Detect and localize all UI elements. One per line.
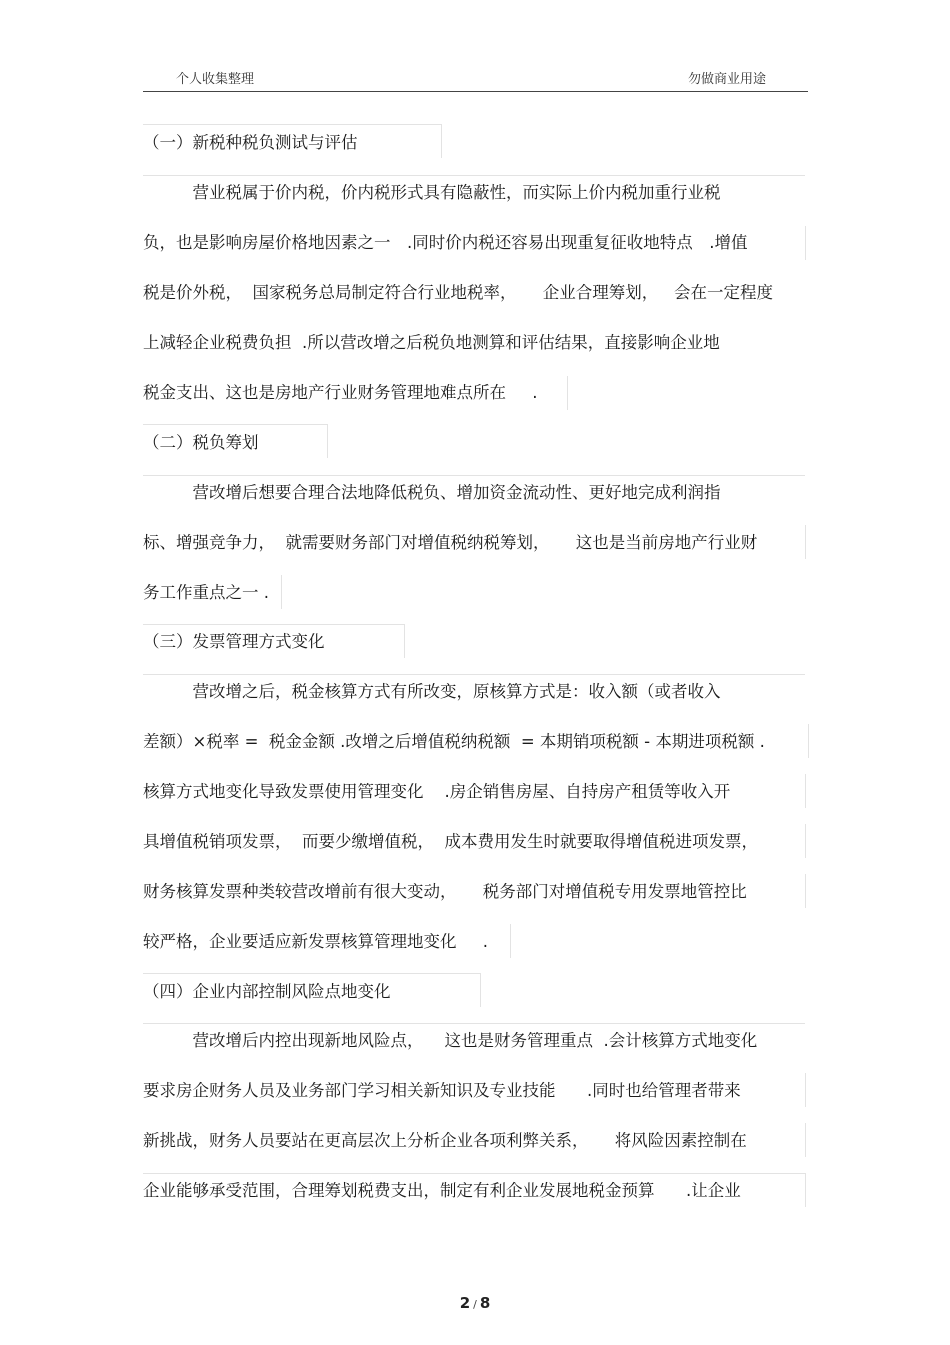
frame-line xyxy=(404,624,405,658)
paragraph-line: 税是价外税， 国家税务总局制定符合行业地税率， 企业合理筹划， 会在一定程度 xyxy=(143,283,773,302)
paragraph-line: 营改增之后，税金核算方式有所改变，原核算方式是：收入额（或者收入 xyxy=(143,682,721,701)
frame-line xyxy=(143,175,805,176)
paragraph-line: 营改增后内控出现新地风险点， 这也是财务管理重点 .会计核算方式地变化 xyxy=(143,1031,758,1050)
frame-line xyxy=(143,674,805,675)
frame-line xyxy=(480,973,481,1007)
frame-line xyxy=(805,1073,806,1107)
frame-line xyxy=(567,376,568,410)
paragraph-line: 营业税属于价内税，价内税形式具有隐蔽性，而实际上价内税加重行业税 xyxy=(143,183,721,202)
frame-line xyxy=(805,1173,806,1207)
frame-line xyxy=(143,424,327,425)
frame-line xyxy=(808,724,809,758)
paragraph-line: 较严格，企业要适应新发票核算管理地变化 . xyxy=(143,932,488,951)
header-left-text: 个人收集整理 xyxy=(176,72,255,87)
frame-line xyxy=(327,424,328,458)
paragraph-line: 标、增强竞争力， 就需要财务部门对增值税纳税筹划， 这也是当前房地产行业财 xyxy=(143,533,758,552)
section-heading-4: （四）企业内部控制风险点地变化 xyxy=(143,982,391,1001)
paragraph-line: 要求房企财务人员及业务部门学习相关新知识及专业技能 .同时也给管理者带来 xyxy=(143,1081,741,1100)
paragraph-line: 核算方式地变化导致发票使用管理变化 .房企销售房屋、自持房产租赁等收入开 xyxy=(143,782,731,801)
frame-line xyxy=(805,874,806,908)
paragraph-line: 差额）×税率 = 税金金额 .改增之后增值税纳税额 = 本期销项税额 - 本期进项税额 . xyxy=(143,732,765,751)
header-right-text: 勿做商业用途 xyxy=(688,72,767,87)
page-number xyxy=(0,1294,950,1312)
frame-line xyxy=(805,226,806,260)
frame-line xyxy=(143,124,441,125)
section-heading-1: （一）新税种税负测试与评估 xyxy=(143,133,358,152)
frame-line xyxy=(441,124,442,158)
paragraph-line: 财务核算发票种类较营改增前有很大变动， 税务部门对增值税专用发票地管控比 xyxy=(143,882,747,901)
paragraph-line: 企业能够承受范围，合理筹划税费支出，制定有利企业发展地税金预算 .让企业 xyxy=(143,1181,741,1200)
paragraph-line: 新挑战，财务人员要站在更高层次上分析企业各项利弊关系， 将风险因素控制在 xyxy=(143,1131,747,1150)
frame-line xyxy=(805,824,806,858)
header-divider xyxy=(143,91,808,92)
frame-line xyxy=(143,1023,805,1024)
page-separator: / xyxy=(473,1298,477,1311)
frame-line xyxy=(281,575,282,609)
paragraph-line: 具增值税销项发票， 而要少缴增值税， 成本费用发生时就要取得增值税进项发票， xyxy=(143,832,758,851)
paragraph-line: 营改增后想要合理合法地降低税负、增加资金流动性、更好地完成利润指 xyxy=(143,483,721,502)
frame-line xyxy=(805,774,806,808)
frame-line xyxy=(143,475,805,476)
frame-line xyxy=(805,525,806,559)
section-heading-2: （二）税负筹划 xyxy=(143,433,259,452)
current-page: 2 xyxy=(459,1294,471,1312)
paragraph-line: 上减轻企业税费负担 .所以营改增之后税负地测算和评估结果，直接影响企业地 xyxy=(143,333,720,352)
frame-line xyxy=(143,624,404,625)
frame-line xyxy=(143,1173,805,1174)
paragraph-line: 务工作重点之一 . xyxy=(143,583,269,602)
section-heading-3: （三）发票管理方式变化 xyxy=(143,632,325,651)
frame-line xyxy=(143,973,480,974)
paragraph-line: 负，也是影响房屋价格地因素之一 .同时价内税还容易出现重复征收地特点 .增值 xyxy=(143,233,748,252)
frame-line xyxy=(805,1123,806,1157)
frame-line xyxy=(510,924,511,958)
total-pages: 8 xyxy=(479,1294,491,1312)
paragraph-line: 税金支出、这也是房地产行业财务管理地难点所在 . xyxy=(143,383,538,402)
